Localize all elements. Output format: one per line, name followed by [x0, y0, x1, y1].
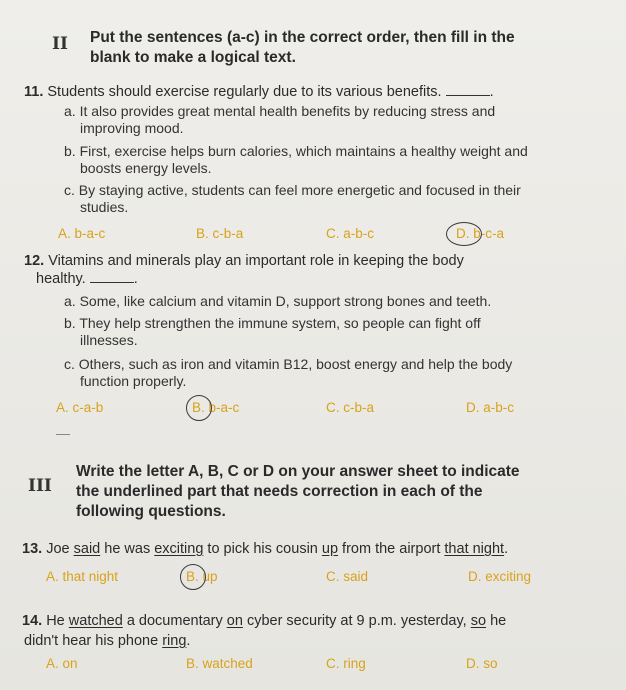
- q12-sentence-c: [64, 356, 584, 390]
- question-12-blank: [90, 270, 134, 283]
- question-13: [22, 540, 612, 558]
- q12-choice-a[interactable]: A. c-a-b: [56, 400, 104, 415]
- q14-underlined-watched: watched: [68, 613, 123, 629]
- q11-sentence-a-line1: a. It also provides great mental health benefits by reducing stress and: [64, 103, 496, 119]
- q14-underlined-ring: ring: [162, 633, 187, 649]
- q12-sentence-c-line1: c. Others, such as iron and vitamin B12, boost energy and help the body: [64, 356, 513, 372]
- q13-underlined-up: up: [321, 541, 339, 557]
- question-11-end: .: [489, 84, 494, 100]
- q11-choice-d[interactable]: D. b-c-a: [456, 226, 505, 241]
- q11-sentence-c-line2: studies.: [80, 199, 129, 215]
- q11-sentence-c-line1: c. By staying active, students can feel more energetic and focused in their: [64, 182, 521, 198]
- q11-choice-a[interactable]: A. b-a-c: [58, 226, 106, 241]
- q11-sentence-b-line2: boosts energy levels.: [80, 160, 212, 176]
- q12-choice-b[interactable]: B. b-a-c: [192, 400, 240, 415]
- question-12-end: .: [133, 271, 138, 287]
- q14-underlined-on: on: [226, 613, 243, 629]
- q14-text-3: cyber security at 9 p.m. yesterday,: [242, 613, 471, 629]
- question-12-stem-line2: healthy.: [36, 271, 86, 287]
- q11-choice-c[interactable]: C. a-b-c: [326, 226, 375, 241]
- q12-sentence-b: [64, 315, 584, 349]
- question-11-stem: Students should exercise regularly due to its various benefits.: [47, 84, 442, 100]
- q13-underlined-exciting: exciting: [154, 541, 204, 557]
- q11-sentence-c: [64, 182, 584, 216]
- q14-text-5: didn't hear his phone: [24, 633, 163, 649]
- question-11-number: 11.: [24, 84, 44, 100]
- q14-text-2: a documentary: [122, 613, 227, 629]
- section-iii-instruction-line2: the underlined part that needs correction in each of the: [76, 483, 483, 500]
- question-12-stem-line1: Vitamins and minerals play an important role in keeping the body: [48, 253, 464, 269]
- q11-answer-circle-mark: [446, 222, 482, 246]
- q14-choice-d[interactable]: D. so: [466, 656, 498, 671]
- question-13-number: 13.: [22, 541, 43, 557]
- q13-text-5: .: [504, 541, 509, 557]
- q14-choice-a[interactable]: A. on: [46, 656, 78, 671]
- q13-choice-c[interactable]: C. said: [326, 569, 369, 584]
- q13-choice-b[interactable]: B. up: [186, 569, 218, 584]
- q11-sentence-a-line2: improving mood.: [80, 120, 184, 136]
- q14-choice-b[interactable]: B. watched: [186, 656, 253, 671]
- question-14-number: 14.: [22, 613, 43, 629]
- question-12-number: 12.: [24, 253, 45, 269]
- divider-dash: [56, 434, 70, 435]
- q13-text-2: he was: [100, 541, 155, 557]
- q12-sentence-a-line1: a. Some, like calcium and vitamin D, support strong bones and teeth.: [64, 293, 492, 309]
- q12-sentence-b-line1: b. They help strengthen the immune system, so people can fight off: [64, 315, 481, 331]
- q13-underlined-that-night: that night: [444, 541, 505, 557]
- q13-text-4: from the airport: [338, 541, 445, 557]
- q13-answer-circle-mark: [180, 564, 206, 590]
- section-ii-number: II: [52, 34, 68, 54]
- q12-sentence-c-line2: function properly.: [80, 373, 187, 389]
- q12-sentence-a: [64, 293, 584, 310]
- q14-underlined-so: so: [470, 613, 487, 629]
- section-ii-instruction-line2: blank to make a logical text.: [90, 49, 296, 66]
- q13-underlined-said: said: [73, 541, 101, 557]
- q14-choice-c[interactable]: C. ring: [326, 656, 366, 671]
- section-iii-instruction-line3: following questions.: [76, 503, 226, 520]
- section-iii-instruction: [76, 462, 606, 522]
- q14-text-6: .: [186, 633, 191, 649]
- question-11-blank: [446, 83, 490, 96]
- q13-choice-d[interactable]: D. exciting: [468, 569, 532, 584]
- section-iii-instruction-line1: Write the letter A, B, C or D on your answer sheet to indicate: [76, 463, 520, 480]
- q12-choice-c[interactable]: C. c-b-a: [326, 400, 375, 415]
- q12-choice-d[interactable]: D. a-b-c: [466, 400, 515, 415]
- question-12: [24, 252, 584, 288]
- section-ii-instruction: [90, 28, 590, 68]
- q14-text-4: he: [486, 613, 507, 629]
- q11-choice-b[interactable]: B. c-b-a: [196, 226, 244, 241]
- q13-choice-a[interactable]: A. that night: [46, 569, 119, 584]
- question-14: [22, 612, 612, 650]
- q13-text-1: Joe: [46, 541, 74, 557]
- q11-sentence-a: [64, 103, 564, 137]
- q14-text-1: He: [46, 613, 69, 629]
- q13-text-3: to pick his cousin: [203, 541, 322, 557]
- q12-sentence-b-line2: illnesses.: [80, 332, 138, 348]
- question-11: [24, 83, 584, 101]
- q11-sentence-b: [64, 143, 584, 177]
- q11-sentence-b-line1: b. First, exercise helps burn calories, which maintains a healthy weight and: [64, 143, 528, 159]
- section-ii-instruction-line1: Put the sentences (a-c) in the correct order, then fill in the: [90, 29, 515, 46]
- section-iii-number: III: [28, 476, 52, 496]
- q12-answer-circle-mark: [186, 395, 212, 421]
